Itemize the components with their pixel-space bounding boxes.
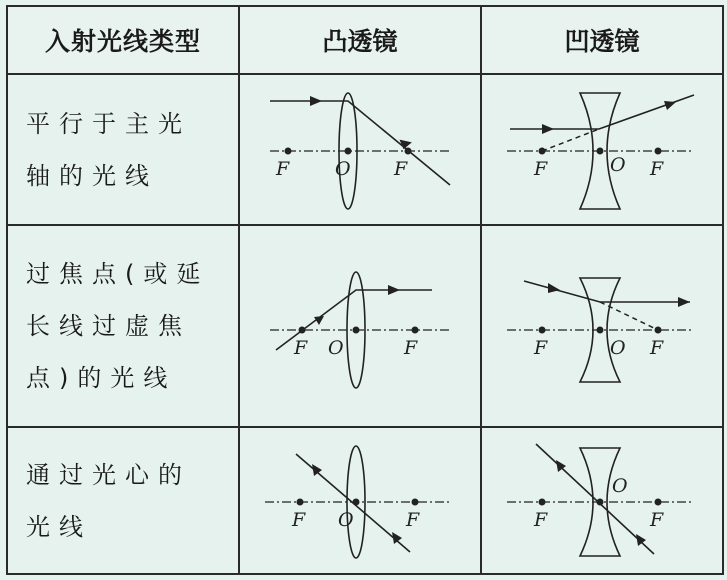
focus-point xyxy=(655,327,662,334)
focus-label: F xyxy=(534,509,548,532)
focus-point xyxy=(412,327,419,334)
optical-center xyxy=(597,147,604,154)
focus-point xyxy=(285,147,292,154)
center-label: O xyxy=(338,509,354,532)
diagram-convex-focus xyxy=(239,225,481,427)
optical-center xyxy=(597,499,604,506)
convex-parallel-svg xyxy=(240,77,480,223)
focus-label: F xyxy=(650,509,664,532)
header-convex-lens: 凸透镜 xyxy=(239,6,481,74)
row-label-line: 轴的光线 xyxy=(26,161,158,190)
focus-label: F xyxy=(292,509,306,532)
focus-point xyxy=(539,147,546,154)
optical-center xyxy=(353,327,360,334)
incident-ray xyxy=(510,95,694,129)
arrow-icon xyxy=(392,532,402,544)
virtual-ray-extension xyxy=(542,129,599,151)
row-label-line: 点)的光线 xyxy=(26,364,177,393)
diagram-concave-focus xyxy=(481,225,723,427)
focus-point xyxy=(299,327,306,334)
concave-parallel-svg xyxy=(482,77,722,223)
arrow-icon xyxy=(664,101,676,110)
center-label: O xyxy=(610,337,626,360)
header-concave-lens: 凹透镜 xyxy=(481,6,723,74)
incident-ray xyxy=(270,101,450,185)
arrow-icon xyxy=(542,124,554,134)
diagram-concave-center xyxy=(481,427,723,574)
diagram-convex-center xyxy=(239,427,481,574)
focus-label: F xyxy=(534,157,548,180)
concave-center-svg xyxy=(482,430,722,571)
focus-label: F xyxy=(404,337,418,360)
focus-point xyxy=(405,147,412,154)
convex-center-svg xyxy=(240,430,480,571)
focus-point xyxy=(297,499,304,506)
diagram-concave-parallel xyxy=(481,74,723,226)
concave-focus-svg xyxy=(482,228,722,424)
ray-through-center xyxy=(536,444,654,554)
focus-label: F xyxy=(294,337,308,360)
focus-point xyxy=(655,147,662,154)
arrow-icon xyxy=(548,283,560,293)
center-label: O xyxy=(612,475,628,498)
diagram-convex-parallel xyxy=(239,74,481,226)
row-label-through-center xyxy=(7,427,239,574)
convex-focus-svg xyxy=(240,228,480,424)
focus-point xyxy=(539,499,546,506)
focus-point xyxy=(539,327,546,334)
focus-point xyxy=(412,499,419,506)
optical-center xyxy=(353,499,360,506)
row-label-parallel xyxy=(7,74,239,226)
focus-label: F xyxy=(276,157,290,180)
row-label-line: 过焦点(或延 xyxy=(26,260,210,289)
row-label-through-focus xyxy=(7,225,239,427)
arrow-icon xyxy=(310,96,322,106)
focus-label: F xyxy=(650,337,664,360)
row-label-line: 平行于主光 xyxy=(26,109,191,138)
center-label: O xyxy=(335,157,351,180)
row-label-line: 光线 xyxy=(26,512,92,541)
arrow-icon xyxy=(388,285,400,295)
center-label: O xyxy=(328,337,344,360)
focus-point xyxy=(655,499,662,506)
focus-label: F xyxy=(406,509,420,532)
focus-label: F xyxy=(650,157,664,180)
arrow-icon xyxy=(678,297,690,307)
optical-center xyxy=(345,147,352,154)
focus-label: F xyxy=(534,337,548,360)
optical-center xyxy=(597,327,604,334)
row-label-line: 长线过虚焦 xyxy=(26,312,191,341)
focus-label: F xyxy=(394,157,408,180)
center-label: O xyxy=(610,153,626,176)
row-label-line: 通过光心的 xyxy=(26,460,191,489)
header-ray-type: 入射光线类型 xyxy=(7,6,239,74)
